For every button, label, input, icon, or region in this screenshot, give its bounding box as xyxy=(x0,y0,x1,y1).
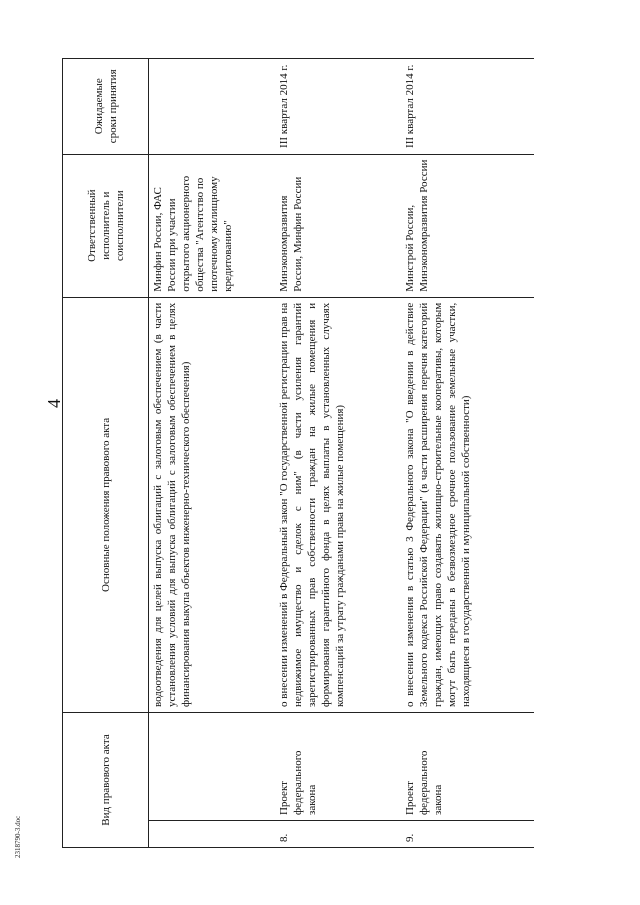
act-positions: о внесении изменений в Федеральный закон "О государственной регистрации прав на недвижимое имущество и сделок с ним" (в части усиления гарантий зарегистрированных прав собственности граждан на жилые помещения и формирования гарантийного фонда в целях выплаты в установленных случаях компенсаций за утрату гражданами права на жилые помещения) xyxy=(274,297,400,712)
act-terms: III квартал 2014 г. xyxy=(400,59,534,155)
act-type: Проект федерального закона xyxy=(274,713,400,821)
row-number: 9. xyxy=(400,821,534,848)
act-responsible: Минэкономразвития России, Минфин России xyxy=(274,154,400,297)
header-expected-terms: Ожидаемые сроки принятия xyxy=(63,59,149,155)
document-code: 2318790-3.doc xyxy=(14,815,22,858)
act-responsible: Минфин России, ФАС России при участии открытого акционерного общества "Агентство по ипотечному жилищному кредитованию" xyxy=(149,154,275,297)
act-positions: о внесении изменения в статью 3 Федерального закона "О введении в действие Земельного кодекса Российской Федерации" (в части расширения перечня категорий граждан, имеющих право создавать жилищно-строительные кооперативы, которым могут быть переданы в безвозмездное срочное пользование земельные участки, находящиеся в государственной и муниципальной собственности) xyxy=(400,297,534,712)
act-type xyxy=(149,713,275,821)
act-type: Проект федерального закона xyxy=(400,713,534,821)
table-row xyxy=(400,59,534,848)
row-number xyxy=(149,821,275,848)
row-number: 8. xyxy=(274,821,400,848)
act-responsible: Минстрой России, Минэкономразвития России xyxy=(400,154,534,297)
act-terms xyxy=(149,59,275,155)
act-terms: III квартал 2014 г. xyxy=(274,59,400,155)
header-main-positions: Основные положения правового акта xyxy=(63,297,149,712)
header-act-type: Вид правового акта xyxy=(63,713,149,848)
rotated-table-container xyxy=(62,58,518,848)
table-row xyxy=(149,59,275,848)
table-header-row xyxy=(63,59,149,848)
legal-acts-table xyxy=(62,58,534,848)
table-row xyxy=(274,59,400,848)
page-number: 4 xyxy=(44,399,64,408)
act-positions: водоотведения для целей выпуска облигаций с залоговым обеспечением (в части установления условий для выпуска облигаций с залоговым обеспечением в целях финансирования выкупа объектов инженерно-технического обеспечения) xyxy=(149,297,275,712)
header-responsible: Ответственный исполнитель и соисполнители xyxy=(63,154,149,297)
